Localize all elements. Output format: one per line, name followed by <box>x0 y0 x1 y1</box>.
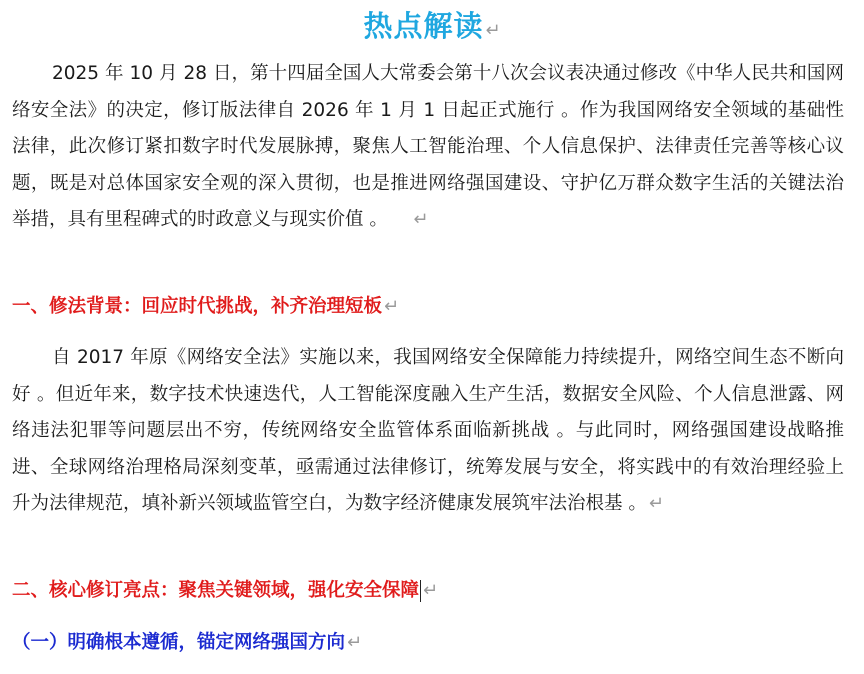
intro-paragraph[interactable] <box>12 56 844 239</box>
text-cursor <box>420 580 421 602</box>
paragraph-mark-icon: ↵ <box>648 493 664 515</box>
intro-paragraph-text: 2025 年 10 月 28 日，第十四届全国人大常委会第十八次会议表决通过修改《中华人民共和国网络安全法》的决定，修订版法律自 2026 年 1 月 1 日起正式施行 。作为我国网络安全领域的基础性法律，此次修订紧扣数字时代发展脉搏，聚焦人工智能治理、个人信息保护、法律责任完善等核心议题，既是对总体国家安全观的深入贯彻，也是推进网络强国建设、守护亿万群众数字生活的关键法治举措，具有里程碑式的时政意义与现实价值 。 <box>12 63 844 231</box>
subsection1-heading-text: （一）明确根本遵循，锚定网络强国方向 <box>12 632 346 653</box>
paragraph-mark-icon: ↵ <box>413 209 429 231</box>
section1-paragraph-text: 自 2017 年原《网络安全法》实施以来，我国网络安全保障能力持续提升，网络空间生态不断向好 。但近年来，数字技术快速迭代，人工智能深度融入生产生活，数据安全风险、个人信息泄露、网络违法犯罪等问题层出不穷，传统网络安全监管体系面临新挑战 。与此同时，网络强国建设战略推进、全球网络治理格局深刻变革，亟需通过法律修订，统筹发展与安全，将实践中的有效治理经验上升为法律规范，填补新兴领域监管空白，为数字经济健康发展筑牢法治根基 。 <box>12 347 844 515</box>
paragraph-mark-icon: ↵ <box>423 580 439 601</box>
paragraph-mark-icon: ↵ <box>485 20 501 41</box>
section1-heading-text: 一、修法背景：回应时代挑战，补齐治理短板 <box>12 296 383 317</box>
paragraph-mark-icon: ↵ <box>384 296 400 317</box>
section2-heading-text: 二、核心修订亮点：聚焦关键领域，强化安全保障 <box>12 580 420 601</box>
document-title: 热点解读 <box>363 9 484 43</box>
section1-paragraph[interactable] <box>12 340 844 523</box>
title-line <box>0 4 864 48</box>
subsection1-heading[interactable] <box>12 628 362 658</box>
section2-heading[interactable] <box>12 576 438 606</box>
paragraph-mark-icon: ↵ <box>347 632 363 653</box>
section1-heading[interactable] <box>12 292 399 322</box>
